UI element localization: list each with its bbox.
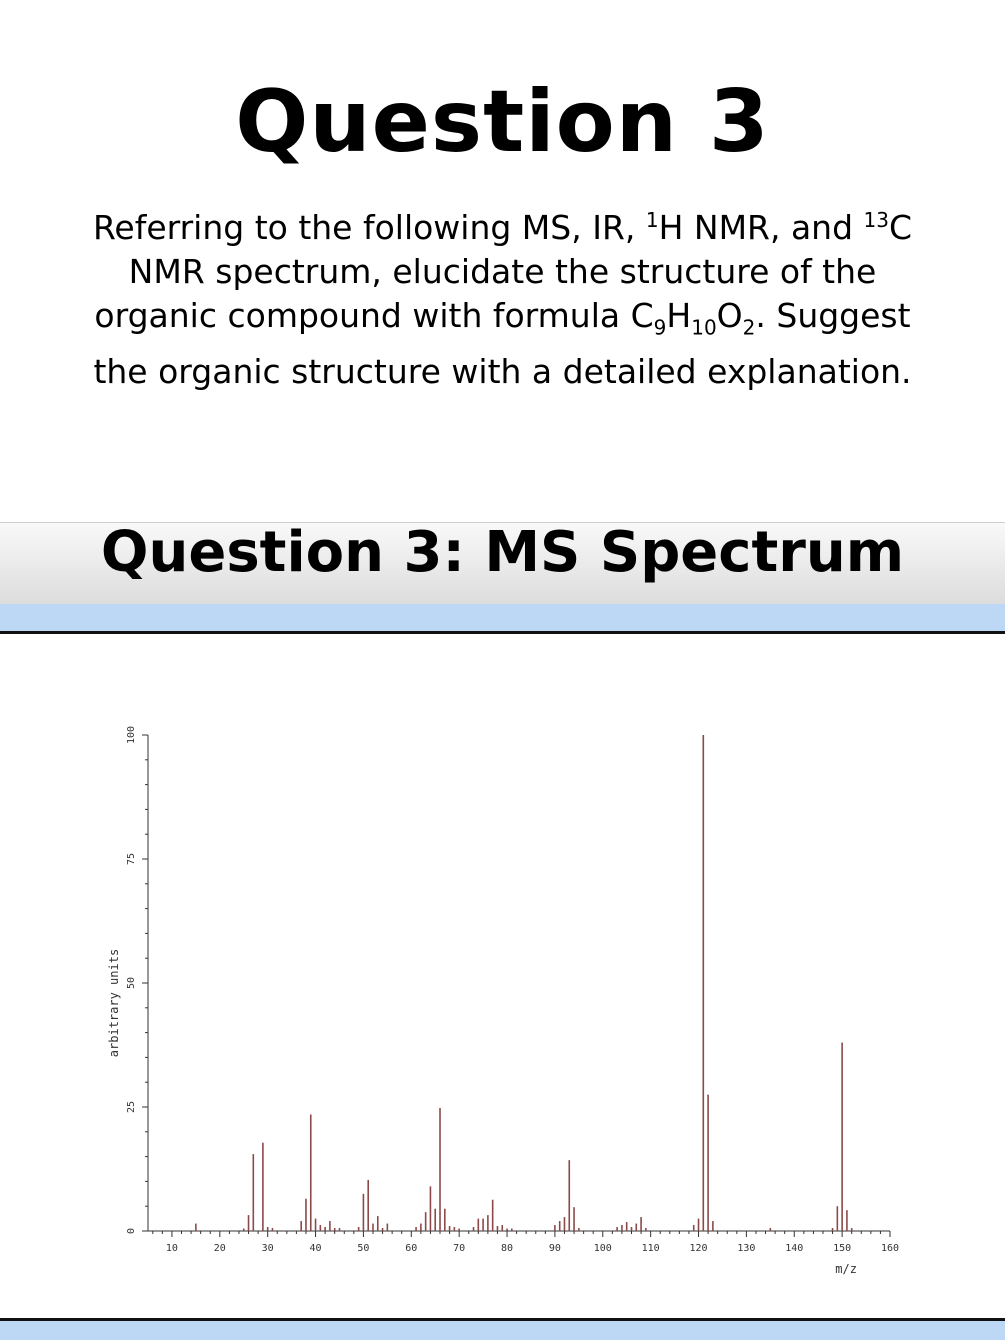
x-tick-label: 30 <box>261 1243 274 1254</box>
x-tick-label: 10 <box>165 1243 178 1254</box>
chart-peaks <box>196 735 852 1231</box>
body-text-3: C NMR spectrum, elucidate the structure of the organic compound with formula C <box>94 208 913 335</box>
x-tick-label: 100 <box>593 1243 612 1254</box>
body-text-6: . Suggest the organic structure with a detailed explanation. <box>93 296 912 391</box>
x-tick-label: 70 <box>453 1243 466 1254</box>
x-tick-label: 20 <box>213 1243 226 1254</box>
y-tick-label: 75 <box>126 852 137 866</box>
subscript-2: 2 <box>742 315 756 340</box>
question-title: Question 3 <box>235 72 770 172</box>
body-text-4: H <box>666 296 692 335</box>
body-text-2: H NMR, and <box>658 208 864 247</box>
superscript-13: 13 <box>863 208 889 232</box>
section-title: Question 3: MS Spectrum <box>100 520 905 585</box>
subscript-10: 10 <box>691 315 717 340</box>
x-tick-label: 130 <box>737 1243 756 1254</box>
y-tick-label: 50 <box>126 976 137 990</box>
body-text-1: Referring to the following MS, IR, <box>92 208 646 247</box>
y-axis-label: arbitrary units <box>107 948 121 1058</box>
blue-strip-bottom <box>0 1321 1005 1340</box>
x-tick-label: 140 <box>785 1243 804 1254</box>
chart-axes <box>126 726 899 1254</box>
subscript-9: 9 <box>653 315 667 340</box>
x-tick-label: 60 <box>405 1243 418 1254</box>
x-tick-label: 150 <box>833 1243 852 1254</box>
x-tick-label: 160 <box>880 1243 900 1254</box>
superscript-1: 1 <box>645 208 659 232</box>
x-tick-label: 120 <box>689 1243 708 1254</box>
x-tick-label: 50 <box>357 1243 370 1254</box>
x-tick-label: 80 <box>501 1243 514 1254</box>
x-axis-label: m/z <box>835 1262 857 1276</box>
x-tick-label: 110 <box>641 1243 660 1254</box>
body-text-5: O <box>716 296 743 335</box>
x-tick-label: 90 <box>548 1243 561 1254</box>
x-tick-label: 40 <box>309 1243 322 1254</box>
y-tick-label: 100 <box>126 725 137 745</box>
y-tick-label: 25 <box>126 1100 137 1114</box>
y-tick-label: 0 <box>126 1227 137 1235</box>
